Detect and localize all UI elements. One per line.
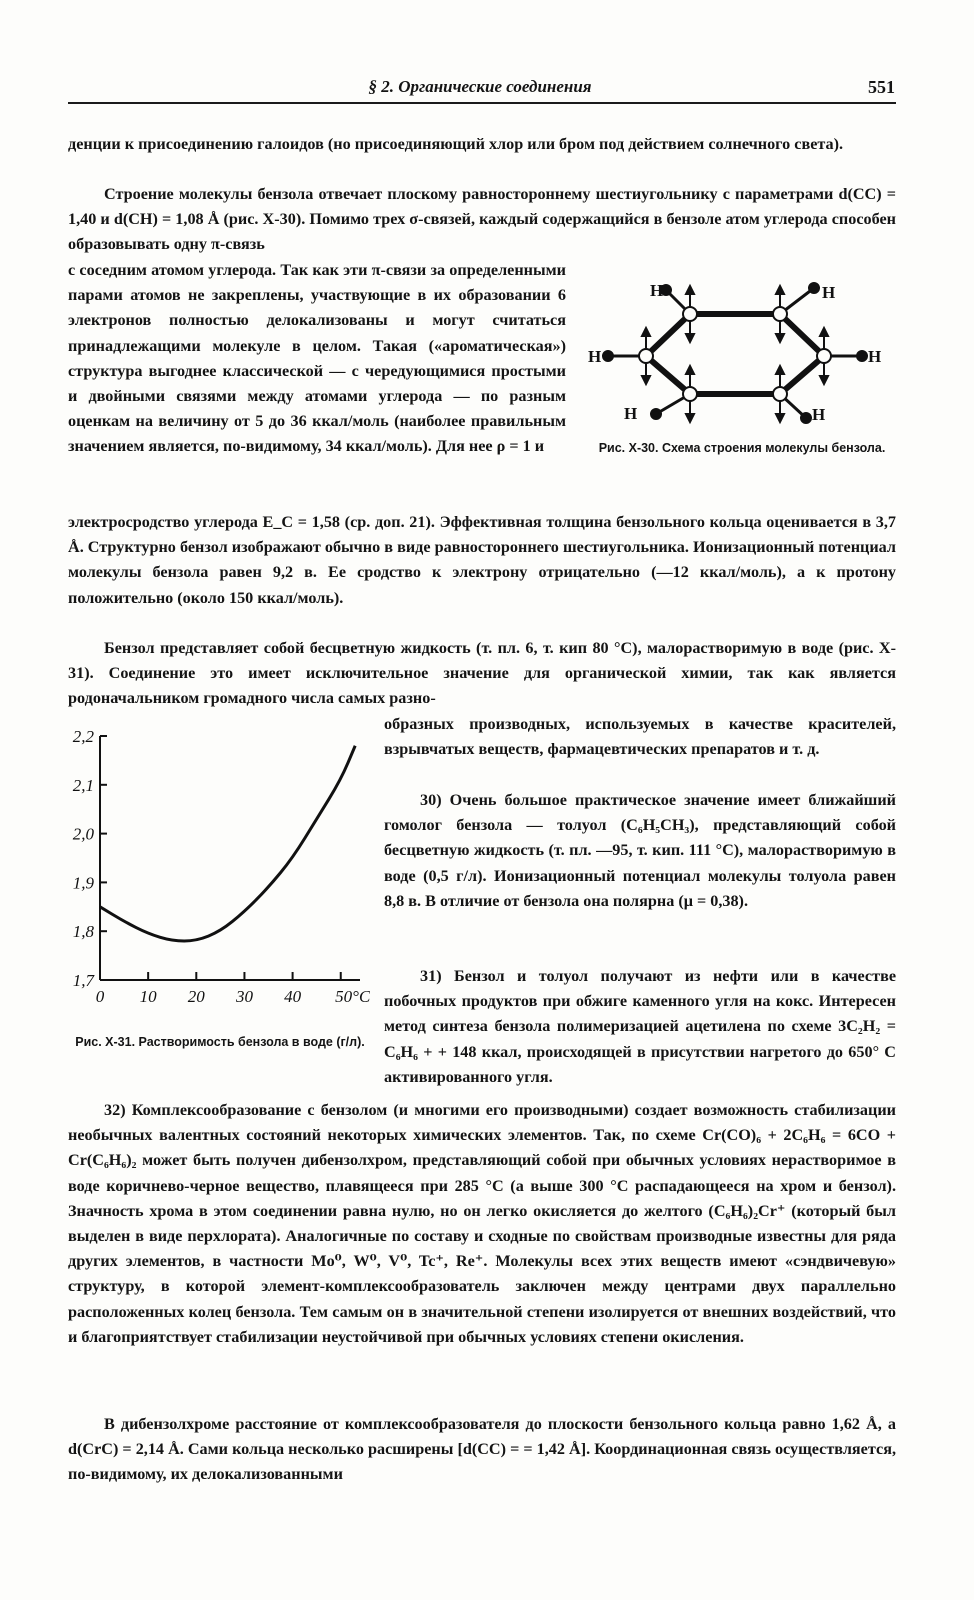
x-tick-label: 20 (187, 987, 205, 1006)
paragraph-33: В дибензолхроме расстояние от комплексообразователя до плоскости бензольного кольца равно 1,62 Å, а d(CrC) = 2,14 Å. Сами кольца несколько расширены [d(CC) = = 1,42 Å]. Координационная связь осуществляется, по-видимому, их делокализованными (68, 1415, 896, 1484)
h-atom-label: H (588, 347, 602, 366)
ring-bond (780, 314, 824, 356)
paragraph-2-bottom: электросродство углерода E_C = 1,58 (ср. доп. 21). Эффективная толщина бензольного кольца оценивается в 3,7 Å. Структурно бензол изображают обычно в виде равностороннего шестиугольника. Ионизационный потенциал молекулы бензола равен 9,2 в. Ее сродство к электрону отрицательно (—12 ккал/моль), а к протону положительно (около 150 ккал/моль). (68, 513, 896, 607)
y-tick-label: 2,2 (72, 727, 94, 746)
paragraph-32: 32) Комплексообразование с бензолом (и многими его производными) создает возможность стабилизации необычных валентных состояний некоторых химических элементов. Так, по схеме Cr(CO)₆ + 2C₆H₆ = 6CO + Cr(C₆H₆)₂ может быть получен дибензолхром, представляющий собой при обычных условиях нерастворимое в воде коричнево-черное вещество, плавящееся при 285 °С (а выше 300 °С распадающееся на хром и бензол). Значность хрома в этом соединении равна нулю, но он легко окисляется до желтого (C₆H₆)₂Cr⁺ (который был выделен в виде перхлората). Аналогичные по составу и сходные по свойствам производные известны для ряда других элементов, в частности Mo⁰, W⁰, V⁰, Tc⁺, Re⁺. Молекулы всех этих веществ имеют «сэндвичевую» структуру, в которой элемент-комплексообразователь заключен между центрами двух параллельно расположенных колец бензола. Тем самым он в значительной степени изолируется от внешних воздействий, что и благоприятствует стабилизации неустойчивой при обычных условиях степени окисления. (68, 1101, 896, 1346)
figure-x30-caption: Рис. X-30. Схема строения молекулы бензола. (598, 441, 886, 455)
x-tick-label: 40 (284, 987, 302, 1006)
paragraph-31: 31) Бензол и толуол получают из нефти или в качестве побочных продуктов при обжиге каменного угля на кокс. Интересен метод синтеза бензола полимеризацией ацетилена по схеме 3C₂H₂ = C₆H₆ + + 148 ккал, происходящей в присутствии нагретого до 650° С активированного угля. (384, 967, 896, 1086)
page-number: 551 (868, 77, 895, 97)
header-rule (68, 102, 896, 104)
paragraph-2-wrap: с соседним атомом углерода. Так как эти π-связи за определенными парами атомов не закреплены, участвующие в их образовании 6 электронов полностью делокализованы и могут считаться принадлежащими молекуле в целом. Такая («ароматическая») структура выгоднее классической — с чередующимися простыми и двойными связями между атомами углерода — по разным оценкам на величину от 5 до 36 ккал/моль (наиболее правильным значением является, по-видимому, 34 ккал/моль). Для нее ρ = 1 и (68, 261, 566, 456)
h-atom-label: H (822, 283, 836, 302)
ring-bond (780, 356, 824, 394)
y-tick-label: 1,8 (72, 922, 94, 942)
x-tick-label: 0 (95, 987, 105, 1006)
paragraph-2-top: Строение молекулы бензола отвечает плоскому равностороннему шестиугольнику с параметрами d(CC) = 1,40 и d(CH) = 1,08 Å (рис. X-30). Помимо трех σ-связей, каждый содержащийся в бензоле атом углерода способен образовывать одну π-связь (68, 185, 896, 254)
running-title: § 2. Органические соединения (368, 77, 592, 96)
y-tick-label: 1,9 (72, 873, 94, 893)
ring-bond (646, 314, 690, 356)
paragraph-30: 30) Очень большое практическое значение имеет ближайший гомолог бензола — толуол (C₆H₅CH₃), представляющий собой бесцветную жидкость (т. пл. —95, т. кип. 111 °С), малорастворимую в воде (0,5 г/л). Ионизационный потенциал молекулы толуола равен 8,8 в. В отличие от бензола она полярна (μ = 0,38). (384, 791, 896, 910)
paragraph-3-top: Бензол представляет собой бесцветную жидкость (т. пл. 6, т. кип 80 °С), малорастворимую в воде (рис. X-31). Соединение это имеет исключительное значение для органической химии, так как является родоначальником громадного числа самых разно- (68, 639, 896, 708)
x-tick-label: 10 (139, 987, 157, 1006)
paragraph-1: денции к присоединению галоидов (но присоединяющий хлор или бром под действием солнечного света). (68, 135, 844, 153)
h-atom-label: H (868, 347, 882, 366)
h-atom-label: H (812, 405, 826, 424)
y-tick-label: 2,0 (72, 824, 94, 844)
paragraph-3-wrap: образных производных, используемых в качестве красителей, взрывчатых веществ, фармацевтических препаратов и т. д. (384, 715, 896, 759)
solubility-curve (100, 746, 355, 941)
h-atom-label: H (624, 404, 638, 423)
y-tick-label: 2,1 (72, 775, 94, 795)
h-atom-label: H (650, 281, 664, 300)
figure-x31-caption: Рис. X-31. Растворимость бензола в воде (г/л). (75, 1035, 365, 1049)
benzene-molecule-diagram (584, 262, 884, 437)
x-tick-label: 50°C (335, 987, 370, 1006)
x-tick-label: 30 (235, 987, 253, 1006)
ring-bond (646, 356, 690, 394)
solubility-chart (60, 722, 370, 1012)
y-tick-label: 1,7 (72, 971, 94, 990)
